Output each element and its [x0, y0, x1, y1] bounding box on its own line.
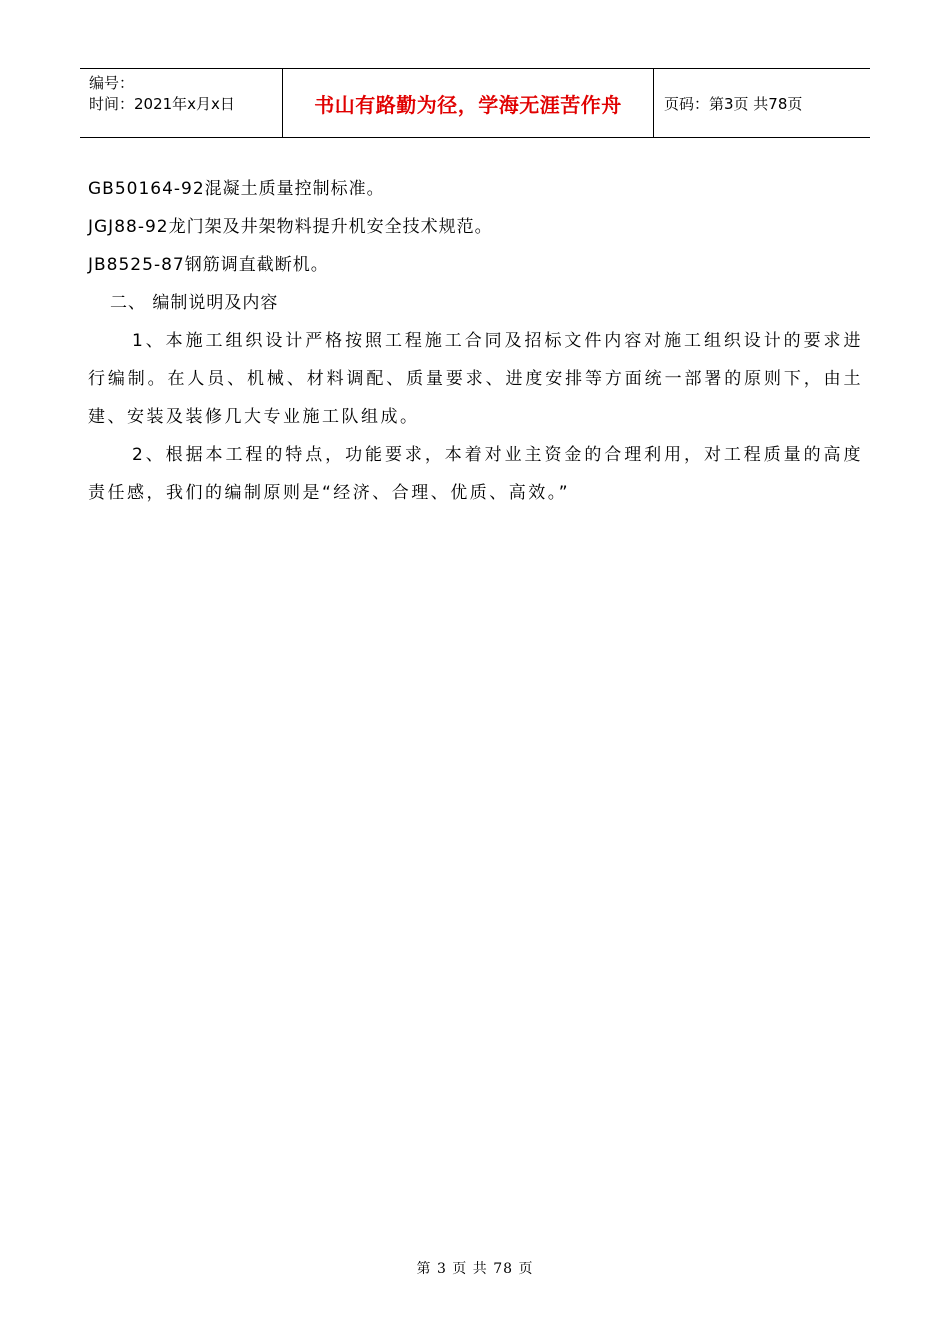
- section-title: 二、 编制说明及内容: [110, 293, 279, 313]
- document-header: [80, 68, 870, 138]
- page-footer: 第 3 页 共 78 页: [416, 1261, 534, 1277]
- paragraph: 1、本施工组织设计严格按照工程施工合同及招标文件内容对施工组织设计的要求进行编制。在人员、机械、材料调配、质量要求、进度安排等方面统一部署的原则下，由土建、安装及装修几大专业施工队组成。: [88, 331, 863, 427]
- standard-item: JB8525-87钢筋调直截断机。: [88, 255, 329, 275]
- document-body: [88, 170, 863, 512]
- header-page-info: 页码：第3页 共78页: [664, 94, 803, 113]
- header-motto: 书山有路勤为径，学海无涯苦作舟: [282, 69, 654, 137]
- header-meta: [80, 69, 282, 137]
- standard-item: GB50164-92混凝土质量控制标准。: [88, 179, 385, 199]
- standard-item: JGJ88-92龙门架及井架物料提升机安全技术规范。: [88, 217, 493, 237]
- time-label: 时间：2021年x月x日: [89, 95, 235, 113]
- number-label: 编号：: [89, 74, 135, 92]
- paragraph: 2、根据本工程的特点，功能要求，本着对业主资金的合理利用，对工程质量的高度责任感，我们的编制原则是“经济、合理、优质、高效。”: [88, 445, 863, 503]
